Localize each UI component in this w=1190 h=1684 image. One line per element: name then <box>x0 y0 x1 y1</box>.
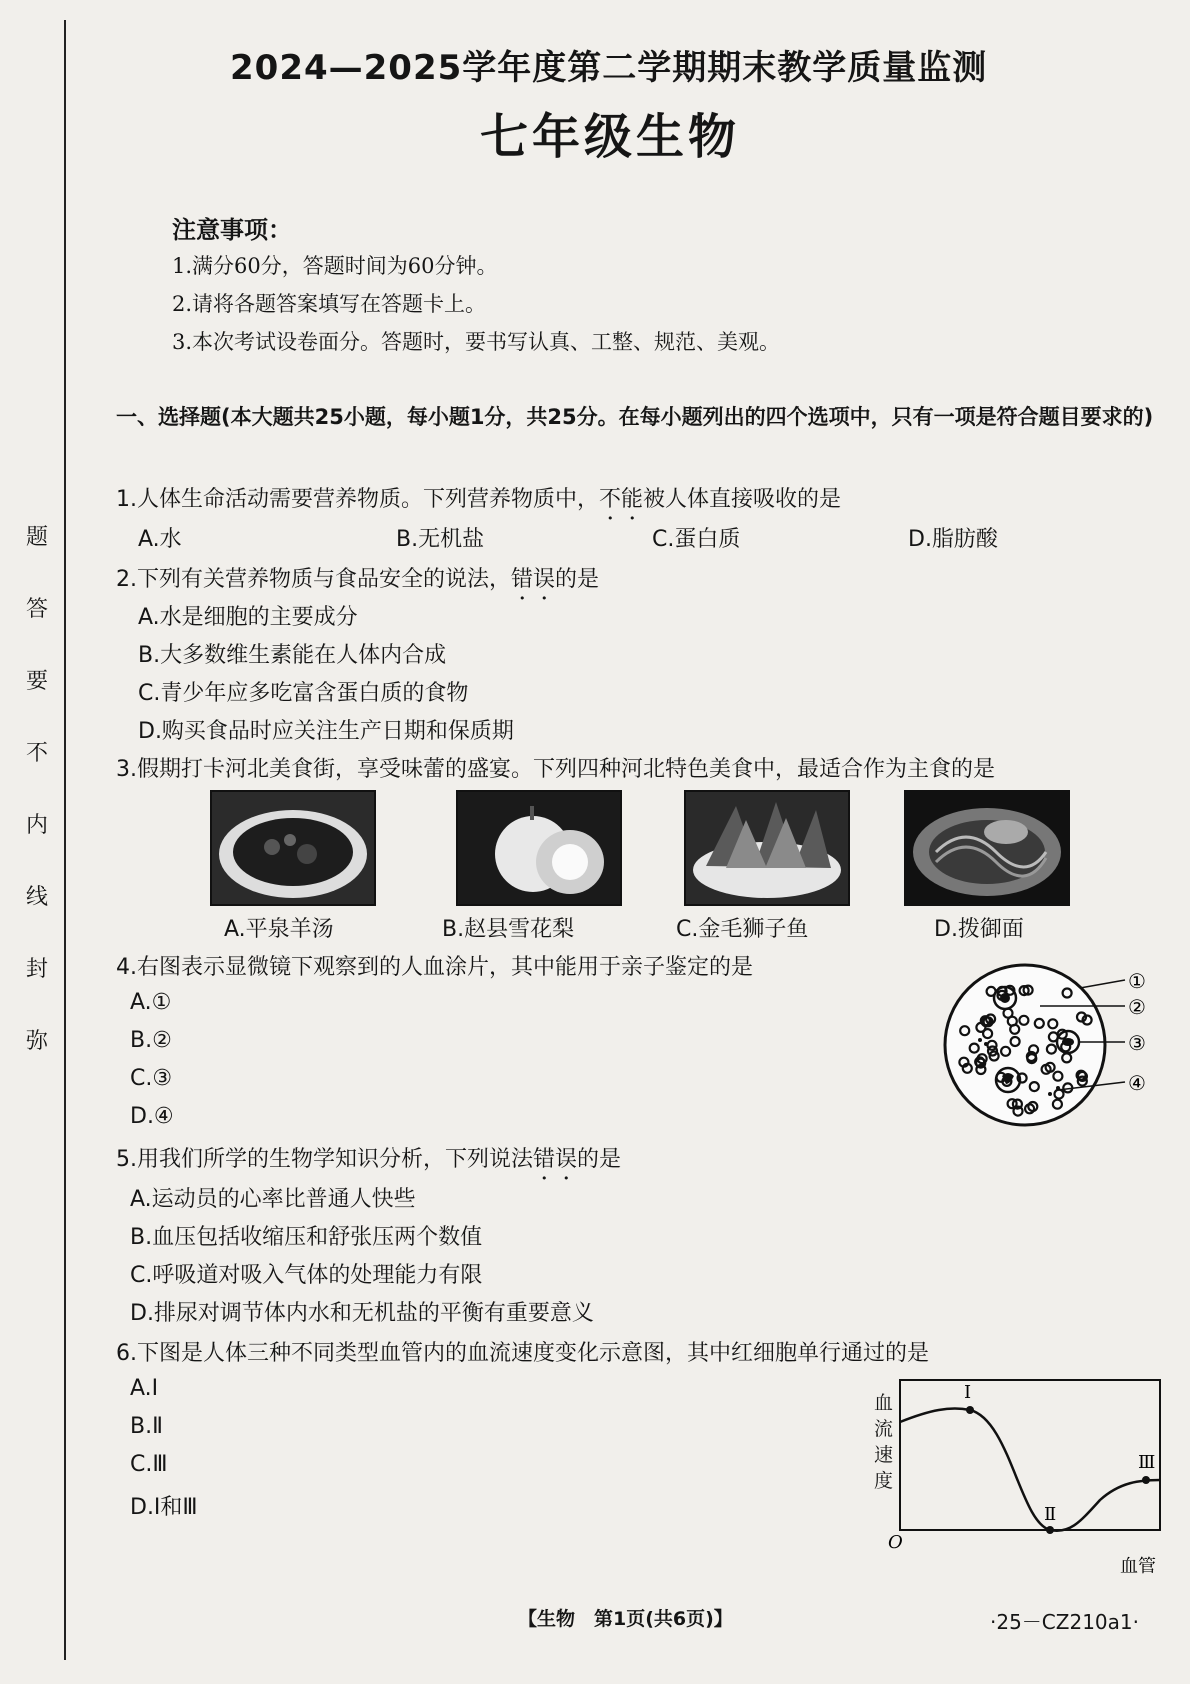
q3-option-c: C.金毛狮子鱼 <box>676 917 809 942</box>
question-3-stem <box>116 752 995 783</box>
label-I: Ⅰ <box>964 1382 972 1403</box>
binding-line <box>64 20 66 1660</box>
emphasis-text: 错误 <box>511 567 556 592</box>
label-III: Ⅲ <box>1138 1452 1156 1473</box>
stem-text: 6.下图是人体三种不同类型血管内的血流速度变化示意图，其中红细胞单行通过的是 <box>116 1341 929 1366</box>
q3-option-d: D.拨御面 <box>934 917 1024 942</box>
food-photo-lion-fish <box>684 790 850 906</box>
margin-char: 要 <box>25 669 48 694</box>
food-photo-pear <box>456 790 622 906</box>
food-photo-lamb-soup <box>210 790 376 906</box>
question-1-stem <box>116 482 841 525</box>
q4-option-b: B.② <box>130 1028 172 1053</box>
q1-option-a: A.水 <box>138 527 182 552</box>
stem-text: 2.下列有关营养物质与食品安全的说法， <box>116 567 511 592</box>
q2-option-c: C.青少年应多吃富含蛋白质的食物 <box>138 681 469 706</box>
smear-label-4: ④ <box>1128 1071 1146 1095</box>
stem-text: 3.假期打卡河北美食街，享受味蕾的盛宴。下列四种河北特色美食中，最适合作为主食的是 <box>116 757 995 782</box>
binding-margin-notice <box>22 520 52 1096</box>
stem-text: 1.人体生命活动需要营养物质。下列营养物质中， <box>116 487 599 512</box>
q2-option-b: B.大多数维生素能在人体内合成 <box>138 643 447 668</box>
question-2-stem <box>116 562 599 605</box>
exam-title: 2024—2025学年度第二学期期末教学质量监测 <box>230 48 988 88</box>
margin-char: 线 <box>25 885 48 910</box>
q6-option-c: C.Ⅲ <box>130 1452 168 1477</box>
origin-label: O <box>888 1532 903 1553</box>
stem-text: 的是 <box>577 1147 622 1172</box>
food-photo-noodles <box>904 790 1070 906</box>
smear-label-3: ③ <box>1128 1031 1146 1055</box>
stem-text: 被人体直接吸收的是 <box>643 487 842 512</box>
smear-label-1: ① <box>1128 969 1146 993</box>
q2-option-a: A.水是细胞的主要成分 <box>138 605 358 630</box>
smear-label-2: ② <box>1128 995 1146 1019</box>
blood-flow-chart <box>870 1372 1170 1582</box>
stem-text: 4.右图表示显微镜下观察到的人血涂片，其中能用于亲子鉴定的是 <box>116 955 753 980</box>
q4-option-c: C.③ <box>130 1066 173 1091</box>
point-III <box>1142 1476 1150 1484</box>
q5-option-b: B.血压包括收缩压和舒张压两个数值 <box>130 1225 483 1250</box>
q2-option-d: D.购买食品时应关注生产日期和保质期 <box>138 719 514 744</box>
section-heading: 一、选择题(本大题共25小题，每小题1分，共25分。在每小题列出的四个选项中，只有一项是符合题目要求的) <box>116 405 1154 429</box>
exam-subject-title: 七年级生物 <box>480 109 741 165</box>
q6-option-b: B.Ⅱ <box>130 1414 163 1439</box>
stem-text: 5.用我们所学的生物学知识分析，下列说法 <box>116 1147 533 1172</box>
q3-option-b: B.赵县雪花梨 <box>442 917 575 942</box>
emphasis-text: 错误 <box>533 1147 578 1172</box>
question-5-stem <box>116 1142 621 1185</box>
blood-smear-figure <box>940 960 1180 1130</box>
q6-option-a: A.Ⅰ <box>130 1376 159 1401</box>
q4-option-a: A.① <box>130 990 172 1015</box>
margin-char: 内 <box>25 813 48 838</box>
stem-text: 的是 <box>555 567 600 592</box>
q1-option-c: C.蛋白质 <box>652 527 741 552</box>
point-I <box>966 1406 974 1414</box>
q5-option-c: C.呼吸道对吸入气体的处理能力有限 <box>130 1263 483 1288</box>
question-6-stem <box>116 1336 929 1367</box>
notice-item: 1.满分60分，答题时间为60分钟。 <box>172 254 498 278</box>
page-footer: 【生物 第1页(共6页)】 <box>518 1608 733 1630</box>
paper-code: ·25－CZ210a1· <box>990 1610 1139 1634</box>
q5-option-d: D.排尿对调节体内水和无机盐的平衡有重要意义 <box>130 1301 594 1326</box>
notice-item: 2.请将各题答案填写在答题卡上。 <box>172 292 487 316</box>
notice-heading: 注意事项： <box>172 216 292 244</box>
margin-char: 不 <box>25 741 48 766</box>
margin-char: 题 <box>25 525 48 550</box>
x-axis-label: 血管 <box>1120 1556 1156 1577</box>
q1-option-d: D.脂肪酸 <box>908 527 998 552</box>
q6-option-d: D.Ⅰ和Ⅲ <box>130 1495 198 1520</box>
q4-option-d: D.④ <box>130 1104 174 1129</box>
notice-item: 3.本次考试设卷面分。答题时，要书写认真、工整、规范、美观。 <box>172 330 781 354</box>
flow-curve <box>900 1409 1160 1531</box>
margin-char: 封 <box>25 957 48 982</box>
y-axis-label: 血流速度 <box>874 1392 894 1492</box>
q5-option-a: A.运动员的心率比普通人快些 <box>130 1187 416 1212</box>
emphasis-text: 不能 <box>599 487 644 512</box>
q1-option-b: B.无机盐 <box>396 527 485 552</box>
label-II: Ⅱ <box>1044 1504 1057 1525</box>
question-4-stem <box>116 950 753 981</box>
margin-char: 答 <box>25 597 48 622</box>
margin-char: 弥 <box>25 1029 48 1054</box>
point-II <box>1046 1526 1054 1534</box>
q3-option-a: A.平泉羊汤 <box>224 917 334 942</box>
